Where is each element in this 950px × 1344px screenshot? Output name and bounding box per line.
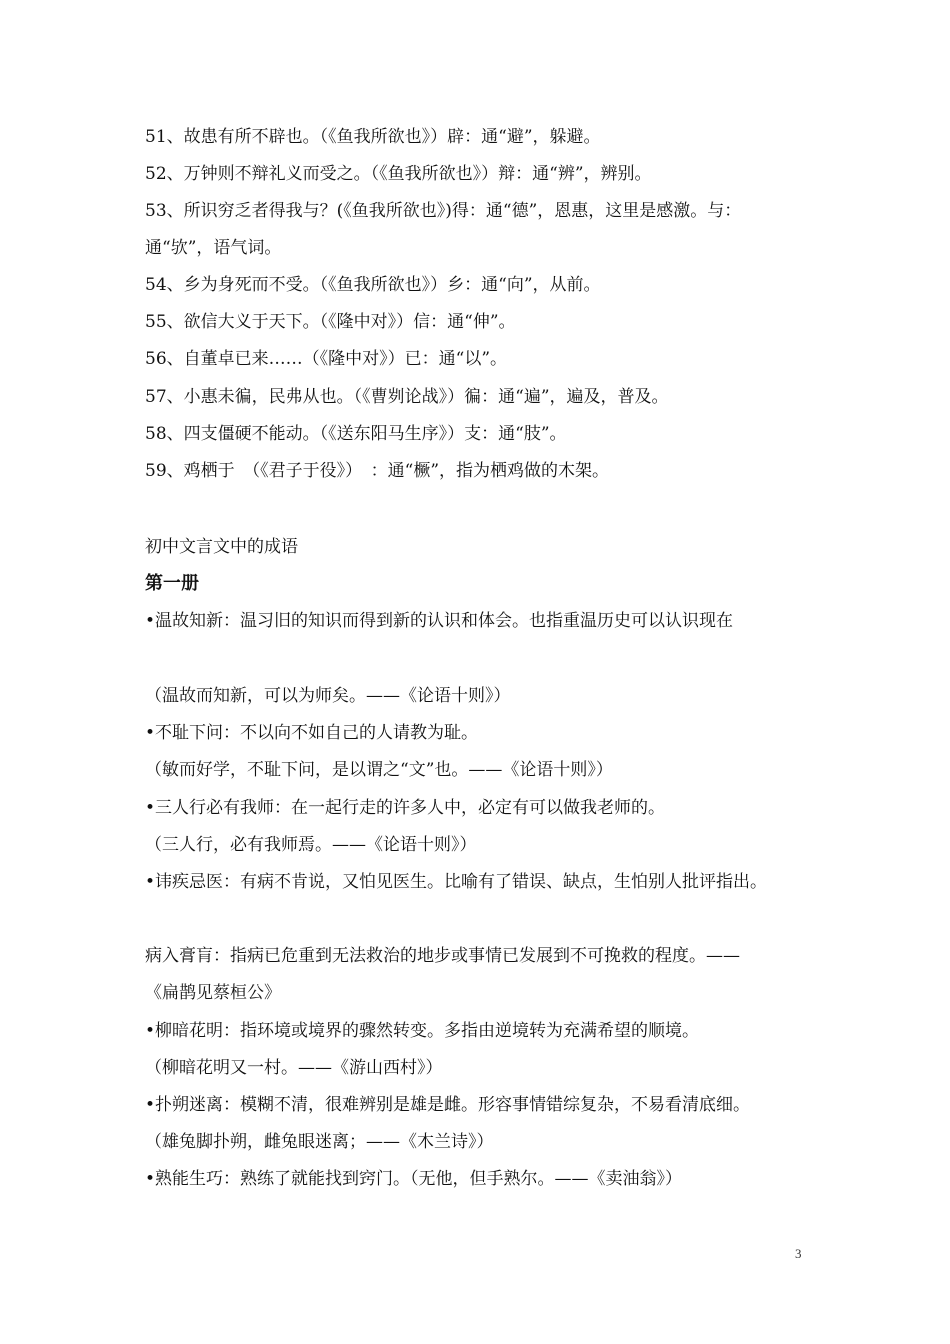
text-line: （柳暗花明又一村。——《游山西村》） (145, 1058, 443, 1078)
page-number: 3 (795, 1246, 802, 1261)
text-line: •不耻下问：不以向不如自己的人请教为耻。 (145, 723, 479, 743)
text-line: 51、故患有所不辟也。（《鱼我所欲也》）辟：通“避”，躲避。 (145, 127, 601, 147)
text-line: 58、四支僵硬不能动。（《送东阳马生序》）支：通“肢”。 (145, 424, 567, 444)
text-line: 通“欤”，语气词。 (145, 238, 282, 258)
text-line: •柳暗花明：指环境或境界的骤然转变。多指由逆境转为充满希望的顺境。 (145, 1021, 700, 1041)
text-line: 《扁鹊见蔡桓公》 (145, 983, 281, 1003)
text-line: 59、鸡栖于 （《君子于役》） ：通“橛”，指为栖鸡做的木架。 (145, 461, 610, 481)
text-line: •扑朔迷离：模糊不清，很难辨别是雄是雌。形容事情错综复杂，不易看清底细。 (145, 1095, 751, 1115)
text-line: •讳疾忌医：有病不肯说，又怕见医生。比喻有了错误、缺点，生怕别人批评指出。 (145, 872, 768, 892)
text-line: （雄兔脚扑朔，雌兔眼迷离；——《木兰诗》） (145, 1132, 494, 1152)
text-line: •三人行必有我师：在一起行走的许多人中，必定有可以做我老师的。 (145, 798, 666, 818)
text-line: （敏而好学，不耻下问，是以谓之“文”也。——《论语十则》） (145, 760, 613, 780)
text-line: 57、小惠未徧，民弗从也。（《曹刿论战》）徧：通“遍”，遍及，普及。 (145, 387, 669, 407)
text-line: •熟能生巧：熟练了就能找到窍门。（无他，但手熟尔。——《卖油翁》） (145, 1169, 683, 1189)
text-line: •温故知新：温习旧的知识而得到新的认识和体会。也指重温历史可以认识现在 (145, 611, 734, 631)
text-line: 54、乡为身死而不受。（《鱼我所欲也》）乡：通“向”，从前。 (145, 275, 601, 295)
text-line: （温故而知新，可以为师矣。——《论语十则》） (145, 686, 511, 706)
text-line: 55、欲信大义于天下。（《隆中对》）信：通“伸”。 (145, 312, 516, 332)
section-heading: 第一册 (145, 573, 199, 594)
text-line: 病入膏肓：指病已危重到无法救治的地步或事情已发展到不可挽救的程度。—— (145, 946, 740, 966)
text-line: 56、自董卓已来……（《隆中对》）已：通“以”。 (145, 349, 508, 369)
text-line: （三人行，必有我师焉。——《论语十则》） (145, 835, 477, 855)
text-line: 53、所识穷乏者得我与？(《鱼我所欲也》)得：通“德”，恩惠，这里是感激。与： (145, 201, 742, 221)
text-line: 52、万钟则不辩礼义而受之。（《鱼我所欲也》）辩：通“辨”，辨别。 (145, 164, 652, 184)
section-title: 初中文言文中的成语 (145, 537, 298, 557)
